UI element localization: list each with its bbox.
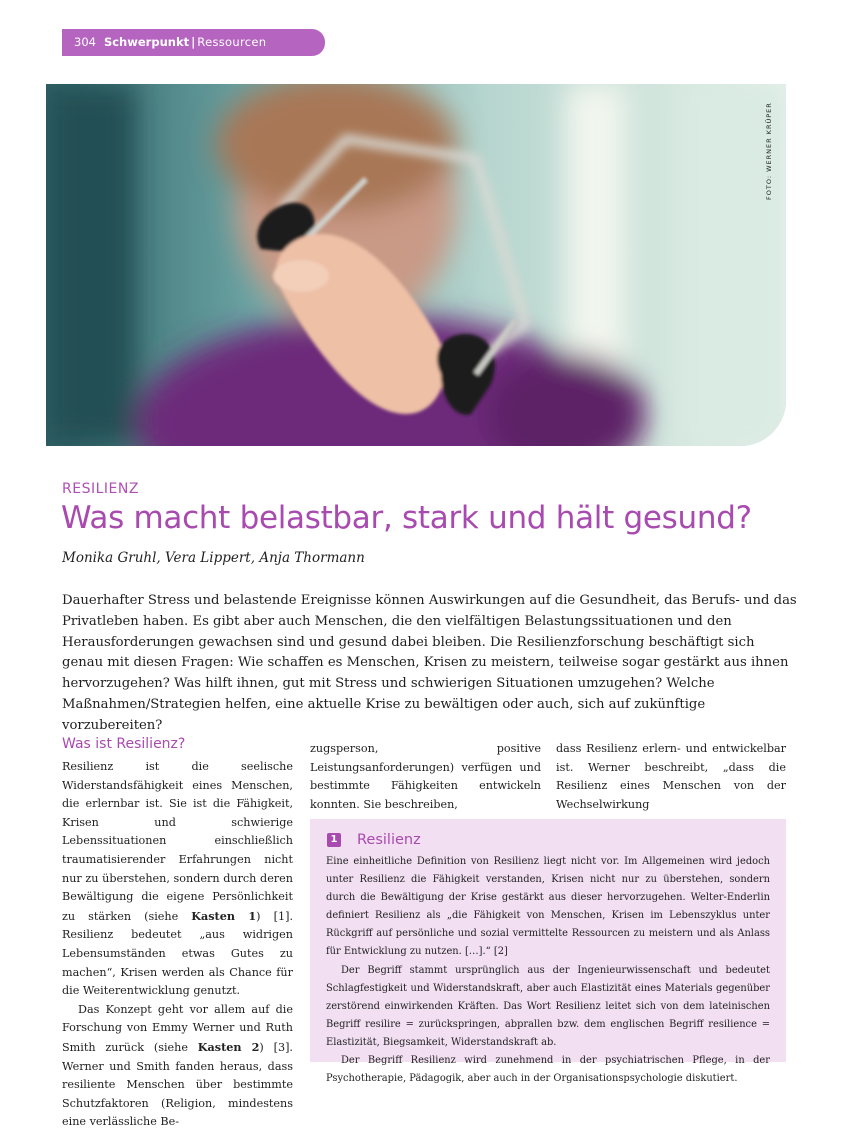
info-box-paragraph: Eine einheitliche Definition von Resilienz liegt nicht vor. Im Allgemeinen wird jedoch unter Resilienz die Fähigkeit verstanden, Krisen nicht nur zu überstehen, sondern durch die Bewältigung der Krise gestärkt aus dieser hervorzugehen. Welter-Enderlin definiert Resilienz als „die Fähigkeit von Menschen, Krisen im Lebenszyklus unter Rückgriff auf persönliche und sozial vermittelte Ressourcen zu meistern und als Anlass für Entwicklung zu nutzen. […].“ [2]: [326, 856, 770, 958]
article-authors: Monika Gruhl, Vera Lippert, Anja Thormann: [62, 550, 365, 566]
info-box-paragraph: Der Begriff stammt ursprünglich aus der Ingenieurwissenschaft und bedeutet Schlagfestigkeit und Widerstandskraft, aber auch Elastizität eines Materials gegenüber zerstörend einwirkenden Kräften. Das Wort Resilienz leitet sich von dem lateinischen Begriff resilire = zurückspringen, abprallen bzw. dem englischen Begriff resilience = Elastizität, Biegsamkeit, Widerstandskraft ab.: [326, 964, 770, 1048]
body-paragraph: Das Konzept geht vor allem auf die Forschung von Emmy Werner und Ruth Smith zurück (siehe Kasten 2) [3]. Werner und Smith fanden heraus, dass resiliente Menschen über bestimmte Schutzfaktoren (Religion, mindestens eine verlässliche Be-: [62, 1002, 293, 1129]
column-3: [556, 740, 786, 814]
section-label: Schwerpunkt: [103, 35, 190, 49]
box-reference[interactable]: Kasten 1: [191, 908, 257, 923]
article-title: Was macht belastbar, stark und hält gesund?: [61, 500, 752, 536]
article-lead: Dauerhafter Stress und belastende Ereignisse können Auswirkungen auf die Gesundheit, das Berufs- und das Privatleben haben. Es gibt aber auch Menschen, die den vielfältigen Belastungssituationen und den Herausforderungen gewachsen sind und gesund dabei bleiben. Die Resilienzforschung beschäftigt sich genau mit diesen Fragen: Wie schaffen es Menschen, Krisen zu meistern, teilweise sogar gestärkt aus ihnen hervorzugehen? Was hilft ihnen, gut mit Stress und schwierigen Situationen umzugehen? Welche Maßnahmen/Strategien helfen, eine aktuelle Krise zu bewältigen oder auch, sich auf zukünftige vorzubereiten?: [62, 593, 797, 733]
info-box-resilienz: [310, 819, 786, 1085]
section-heading: Was ist Resilienz?: [62, 736, 186, 752]
photo-credit: FOTO: WERNER KRÜPER: [765, 102, 773, 200]
column-1: [62, 734, 293, 1132]
body-paragraph: zugsperson, positive Leistungsanforderungen) verfügen und bestimmte Fähigkeiten entwickeln konnten. Sie beschreiben,: [310, 742, 541, 811]
info-box-title: Resilienz: [357, 832, 421, 848]
running-header: [62, 29, 325, 56]
article-kicker: RESILIENZ: [62, 481, 139, 497]
body-paragraph: dass Resilienz erlern- und entwickelbar ist. Werner beschreibt, „dass die Resilienz eines Menschen von der Wechselwirkung: [556, 742, 786, 811]
subsection-label: Ressourcen: [197, 35, 267, 49]
info-box-paragraph: Der Begriff Resilienz wird zunehmend in der psychiatrischen Pflege, in der Psychotherapie, Pädagogik, aber auch in der Organisationspsychologie diskutiert.: [326, 1055, 770, 1085]
info-box-number: 1: [327, 833, 341, 847]
section-separator: |: [191, 35, 196, 49]
info-box-body: [326, 853, 770, 1088]
info-box-header: [327, 832, 421, 848]
page-number: 304: [74, 35, 96, 49]
body-paragraph: Resilienz ist die seelische Widerstandsfähigkeit eines Menschen, die erlernbar ist. Sie ist die Fähigkeit, Krisen und schwierige Lebenssituationen einschließlich traumatisierender Erfahrungen nicht nur zu überstehen, sondern durch deren Bewältigung die eigene Persönlichkeit zu stärken (siehe Kasten 1) [1]. Resilienz bedeutet „aus widrigen Lebensumständen etwas Gutes zu machen“, Krisen werden als Chance für die Weiterentwicklung genutzt.: [62, 760, 294, 998]
hero-photo: [46, 84, 786, 446]
box-reference[interactable]: Kasten 2: [197, 1039, 260, 1054]
column-2: [310, 740, 541, 814]
